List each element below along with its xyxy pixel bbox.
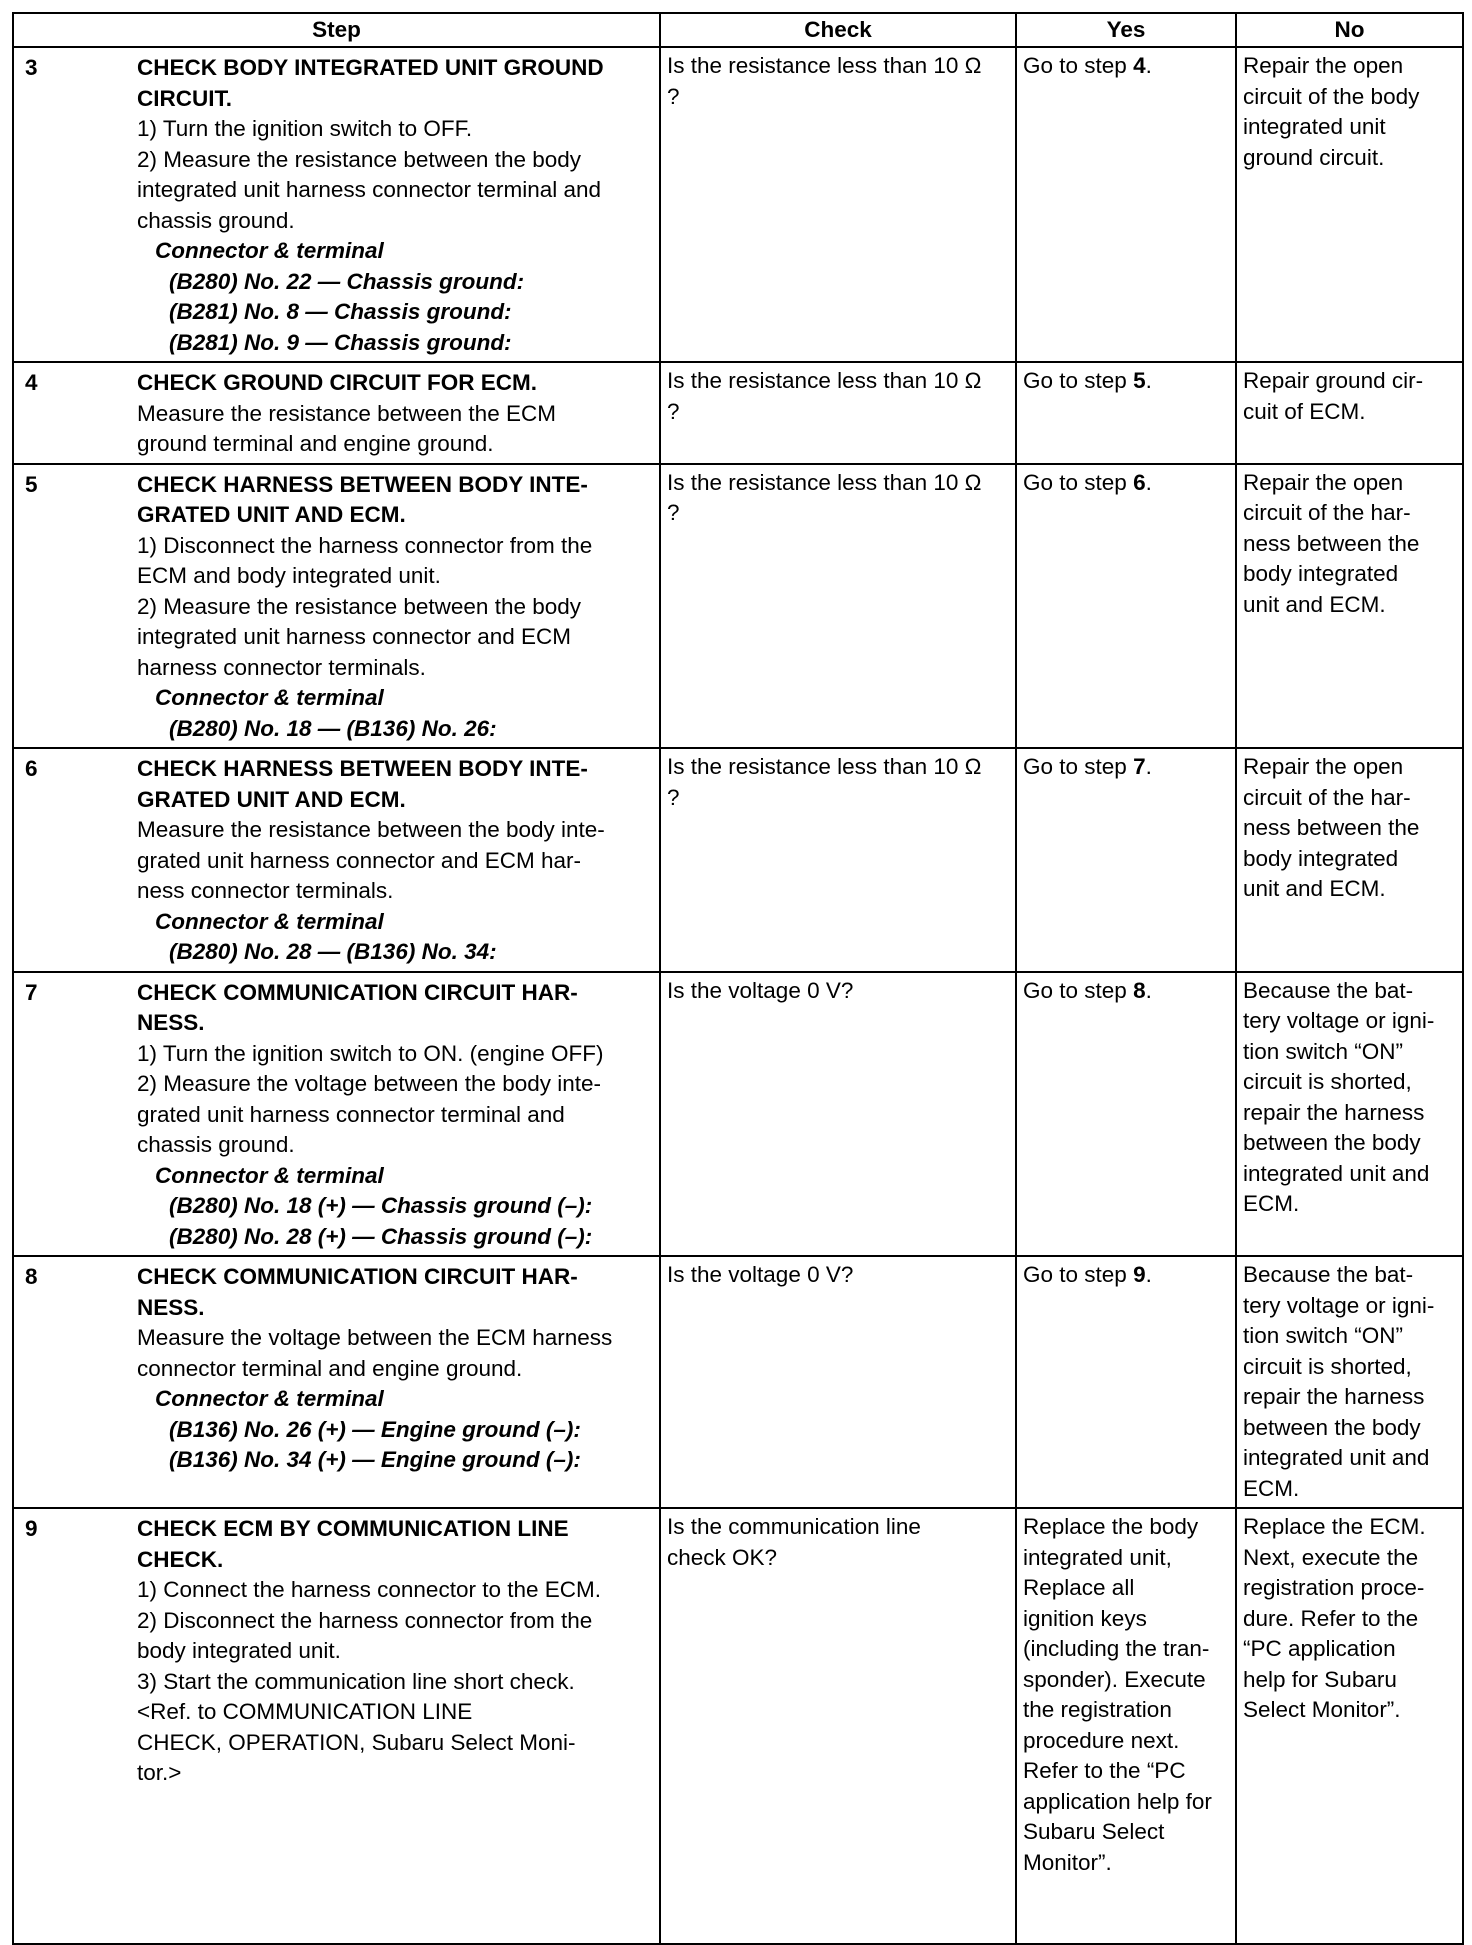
- step-title: CHECK GROUND CIRCUIT FOR ECM.: [137, 370, 537, 395]
- no-cell: [1236, 1508, 1463, 1944]
- yes-line: [1023, 1260, 1229, 1291]
- step-line: 1) Disconnect the harness connector from the: [137, 532, 593, 558]
- yes-cell: [1016, 1256, 1236, 1508]
- yes-prefix: Go to step: [1023, 1262, 1134, 1287]
- yes-prefix: Go to step: [1023, 754, 1134, 779]
- table-row: [13, 464, 1463, 749]
- no-line: integrated unit: [1243, 114, 1386, 139]
- step-title: CHECK.: [137, 1546, 224, 1572]
- connector-terminal: (B136) No. 34 (+) — Engine ground (–):: [169, 1447, 581, 1472]
- step-title: CHECK HARNESS BETWEEN BODY INTE-: [137, 756, 588, 781]
- no-line: tery voltage or igni-: [1243, 1292, 1435, 1318]
- no-line: tery voltage or igni-: [1243, 1008, 1435, 1033]
- connector-terminal: (B281) No. 8 — Chassis ground:: [169, 299, 512, 324]
- step-title: NESS.: [137, 1010, 205, 1035]
- header-row: [13, 13, 1463, 47]
- check-line: ?: [667, 83, 680, 109]
- yes-suffix: .: [1145, 368, 1152, 393]
- no-line: tion switch “ON”: [1243, 1038, 1404, 1064]
- no-line: repair the harness: [1243, 1099, 1425, 1125]
- table-row: [13, 1256, 1463, 1508]
- step-title: GRATED UNIT AND ECM.: [137, 502, 406, 527]
- yes-cell: [1016, 464, 1236, 749]
- yes-step-number: 9: [1133, 1262, 1146, 1287]
- step-line: tor.>: [137, 1760, 182, 1785]
- step-line: harness connector terminals.: [137, 654, 426, 680]
- table-row: [13, 748, 1463, 972]
- step-description: [137, 468, 653, 745]
- yes-cell: [1016, 362, 1236, 464]
- no-line: help for Subaru: [1243, 1666, 1397, 1692]
- yes-step-number: 8: [1133, 977, 1146, 1003]
- yes-line: Subaru Select: [1023, 1819, 1165, 1844]
- no-line: circuit is shorted,: [1243, 1069, 1412, 1094]
- step-description: [137, 51, 653, 358]
- step-title: CIRCUIT.: [137, 85, 232, 111]
- yes-line: the registration: [1023, 1697, 1172, 1722]
- yes-suffix: .: [1145, 1262, 1152, 1287]
- no-line: Repair the open: [1243, 754, 1404, 779]
- connector-label: Connector & terminal: [155, 908, 384, 934]
- no-line: Because the bat-: [1243, 1262, 1414, 1287]
- step-line: ground terminal and engine ground.: [137, 431, 494, 456]
- step-title: CHECK ECM BY COMMUNICATION LINE: [137, 1516, 569, 1541]
- step-number: 8: [25, 1264, 38, 1289]
- no-line: unit and ECM.: [1243, 876, 1386, 901]
- connector-label: Connector & terminal: [155, 1386, 384, 1411]
- step-description: [137, 366, 653, 460]
- connector-terminal: (B280) No. 28 (+) — Chassis ground (–):: [169, 1223, 593, 1249]
- step-title: NESS.: [137, 1294, 205, 1320]
- check-cell: [660, 362, 1016, 464]
- no-line: Repair the open: [1243, 469, 1404, 495]
- no-cell: [1236, 1256, 1463, 1508]
- yes-line: integrated unit,: [1023, 1544, 1172, 1570]
- yes-cell: [1016, 1508, 1236, 1944]
- step-description: [137, 752, 653, 968]
- step-number: 9: [25, 1516, 38, 1541]
- check-line: Is the voltage 0 V?: [667, 977, 854, 1003]
- step-line: grated unit harness connector terminal and: [137, 1101, 565, 1127]
- connector-terminal: (B280) No. 18 — (B136) No. 26:: [169, 715, 497, 741]
- step-line: 3) Start the communication line short check.: [137, 1668, 575, 1694]
- connector-terminal: (B281) No. 9 — Chassis ground:: [169, 329, 512, 355]
- step-cell: [13, 1256, 660, 1508]
- no-cell: [1236, 362, 1463, 464]
- yes-line: [1023, 366, 1229, 397]
- step-line: Measure the resistance between the ECM: [137, 400, 556, 426]
- header-yes: Yes: [1016, 13, 1236, 47]
- no-line: circuit is shorted,: [1243, 1353, 1412, 1379]
- step-line: chassis ground.: [137, 207, 295, 233]
- yes-line: Monitor”.: [1023, 1849, 1112, 1875]
- step-line: Measure the voltage between the ECM harness: [137, 1325, 613, 1350]
- no-line: repair the harness: [1243, 1384, 1425, 1409]
- step-title: GRATED UNIT AND ECM.: [137, 786, 406, 812]
- step-line: ness connector terminals.: [137, 878, 394, 903]
- table-row: [13, 972, 1463, 1257]
- no-line: between the body: [1243, 1414, 1421, 1440]
- step-line: 2) Disconnect the harness connector from the: [137, 1607, 593, 1633]
- no-line: circuit of the har-: [1243, 784, 1411, 810]
- yes-cell: [1016, 47, 1236, 362]
- step-line: 2) Measure the resistance between the body: [137, 593, 582, 619]
- no-line: Because the bat-: [1243, 977, 1414, 1003]
- no-line: Repair ground cir-: [1243, 368, 1424, 393]
- step-line: connector terminal and engine ground.: [137, 1355, 523, 1381]
- yes-line: ignition keys: [1023, 1605, 1147, 1631]
- step-line: Measure the resistance between the body inte-: [137, 817, 605, 842]
- check-cell: [660, 748, 1016, 972]
- step-cell: [13, 748, 660, 972]
- procedure-table: [12, 12, 1464, 1945]
- step-line: body integrated unit.: [137, 1638, 341, 1663]
- step-cell: [13, 1508, 660, 1944]
- yes-cell: [1016, 748, 1236, 972]
- check-cell: [660, 972, 1016, 1257]
- step-number: 5: [25, 471, 38, 497]
- yes-suffix: .: [1145, 977, 1152, 1003]
- no-line: between the body: [1243, 1130, 1421, 1155]
- yes-suffix: .: [1145, 469, 1152, 495]
- no-line: integrated unit and: [1243, 1160, 1430, 1186]
- yes-line: Refer to the “PC: [1023, 1758, 1186, 1783]
- table-row: [13, 1508, 1463, 1944]
- yes-line: (including the tran-: [1023, 1636, 1210, 1661]
- check-line: ?: [667, 500, 680, 525]
- check-line: Is the resistance less than 10 Ω: [667, 469, 982, 495]
- check-line: Is the resistance less than 10 Ω: [667, 754, 982, 779]
- connector-terminal: (B136) No. 26 (+) — Engine ground (–):: [169, 1416, 581, 1442]
- yes-line: [1023, 51, 1229, 82]
- no-line: circuit of the har-: [1243, 500, 1411, 525]
- check-line: Is the voltage 0 V?: [667, 1262, 854, 1287]
- no-cell: [1236, 47, 1463, 362]
- yes-line: Replace the body: [1023, 1514, 1199, 1539]
- step-cell: [13, 47, 660, 362]
- no-line: ness between the: [1243, 815, 1420, 840]
- no-line: unit and ECM.: [1243, 591, 1386, 617]
- yes-suffix: .: [1145, 53, 1152, 78]
- connector-label: Connector & terminal: [155, 238, 384, 263]
- step-title: CHECK COMMUNICATION CIRCUIT HAR-: [137, 1264, 578, 1289]
- no-line: integrated unit and: [1243, 1445, 1430, 1470]
- no-cell: [1236, 748, 1463, 972]
- check-cell: [660, 1256, 1016, 1508]
- no-line: Next, execute the: [1243, 1544, 1419, 1570]
- step-description: [137, 976, 653, 1253]
- no-line: dure. Refer to the: [1243, 1605, 1419, 1631]
- step-cell: [13, 972, 660, 1257]
- no-cell: [1236, 972, 1463, 1257]
- no-line: Select Monitor”.: [1243, 1697, 1401, 1722]
- no-line: body integrated: [1243, 561, 1399, 586]
- yes-line: procedure next.: [1023, 1727, 1180, 1753]
- yes-step-number: 4: [1133, 53, 1146, 78]
- yes-prefix: Go to step: [1023, 469, 1134, 495]
- step-line: 2) Measure the resistance between the body: [137, 146, 582, 172]
- yes-line: Replace all: [1023, 1575, 1135, 1600]
- step-description: [137, 1260, 653, 1476]
- yes-line: [1023, 976, 1229, 1007]
- yes-line: sponder). Execute: [1023, 1666, 1206, 1692]
- connector-label: Connector & terminal: [155, 685, 384, 710]
- check-line: Is the communication line: [667, 1514, 921, 1539]
- check-line: ?: [667, 398, 680, 424]
- step-line: integrated unit harness connector terminal and: [137, 177, 602, 202]
- check-line: ?: [667, 784, 680, 810]
- step-number: 7: [25, 979, 38, 1005]
- check-line: Is the resistance less than 10 Ω: [667, 53, 982, 78]
- yes-suffix: .: [1145, 754, 1152, 779]
- no-line: cuit of ECM.: [1243, 398, 1366, 424]
- check-line: Is the resistance less than 10 Ω: [667, 368, 982, 393]
- no-line: ECM.: [1243, 1191, 1300, 1216]
- no-line: ground circuit.: [1243, 144, 1385, 170]
- step-line: 2) Measure the voltage between the body inte-: [137, 1071, 602, 1096]
- step-title: CHECK BODY INTEGRATED UNIT GROUND: [137, 55, 604, 80]
- step-line: chassis ground.: [137, 1132, 295, 1157]
- step-title: CHECK HARNESS BETWEEN BODY INTE-: [137, 471, 588, 497]
- yes-prefix: Go to step: [1023, 368, 1134, 393]
- yes-prefix: Go to step: [1023, 977, 1134, 1003]
- yes-prefix: Go to step: [1023, 53, 1134, 78]
- step-line: ECM and body integrated unit.: [137, 563, 441, 588]
- no-line: body integrated: [1243, 845, 1399, 871]
- step-line: CHECK, OPERATION, Subaru Select Moni-: [137, 1729, 576, 1755]
- step-line: 1) Connect the harness connector to the ECM.: [137, 1577, 601, 1602]
- procedure-rows: [13, 47, 1463, 1944]
- no-line: circuit of the body: [1243, 83, 1420, 109]
- check-cell: [660, 1508, 1016, 1944]
- table-row: [13, 47, 1463, 362]
- no-line: “PC application: [1243, 1636, 1396, 1661]
- header-check: Check: [660, 13, 1016, 47]
- check-cell: [660, 464, 1016, 749]
- step-line: <Ref. to COMMUNICATION LINE: [137, 1699, 473, 1724]
- step-number: 4: [25, 370, 38, 395]
- connector-terminal: (B280) No. 28 — (B136) No. 34:: [169, 939, 497, 964]
- yes-step-number: 6: [1133, 469, 1146, 495]
- step-line: grated unit harness connector and ECM har-: [137, 847, 581, 873]
- connector-terminal: (B280) No. 22 — Chassis ground:: [169, 268, 525, 294]
- check-line: check OK?: [667, 1544, 778, 1570]
- step-number: 6: [25, 756, 38, 781]
- yes-step-number: 7: [1133, 754, 1146, 779]
- step-line: integrated unit harness connector and ECM: [137, 624, 572, 649]
- no-line: tion switch “ON”: [1243, 1323, 1404, 1348]
- connector-label: Connector & terminal: [155, 1162, 384, 1188]
- step-number: 3: [25, 55, 38, 80]
- step-cell: [13, 362, 660, 464]
- no-line: ness between the: [1243, 530, 1420, 556]
- header-no: No: [1236, 13, 1463, 47]
- no-line: Repair the open: [1243, 53, 1404, 78]
- step-line: 1) Turn the ignition switch to ON. (engine OFF): [137, 1040, 604, 1066]
- step-cell: [13, 464, 660, 749]
- table-row: [13, 362, 1463, 464]
- yes-cell: [1016, 972, 1236, 1257]
- yes-line: [1023, 752, 1229, 783]
- header-step: Step: [13, 13, 660, 47]
- yes-line: application help for: [1023, 1788, 1212, 1814]
- step-title: CHECK COMMUNICATION CIRCUIT HAR-: [137, 979, 578, 1005]
- check-cell: [660, 47, 1016, 362]
- step-line: 1) Turn the ignition switch to OFF.: [137, 116, 473, 141]
- no-line: Replace the ECM.: [1243, 1514, 1426, 1539]
- no-line: registration proce-: [1243, 1575, 1425, 1600]
- yes-step-number: 5: [1133, 368, 1146, 393]
- no-line: ECM.: [1243, 1475, 1300, 1501]
- yes-line: [1023, 468, 1229, 499]
- no-cell: [1236, 464, 1463, 749]
- connector-terminal: (B280) No. 18 (+) — Chassis ground (–):: [169, 1193, 593, 1218]
- step-description: [137, 1512, 653, 1789]
